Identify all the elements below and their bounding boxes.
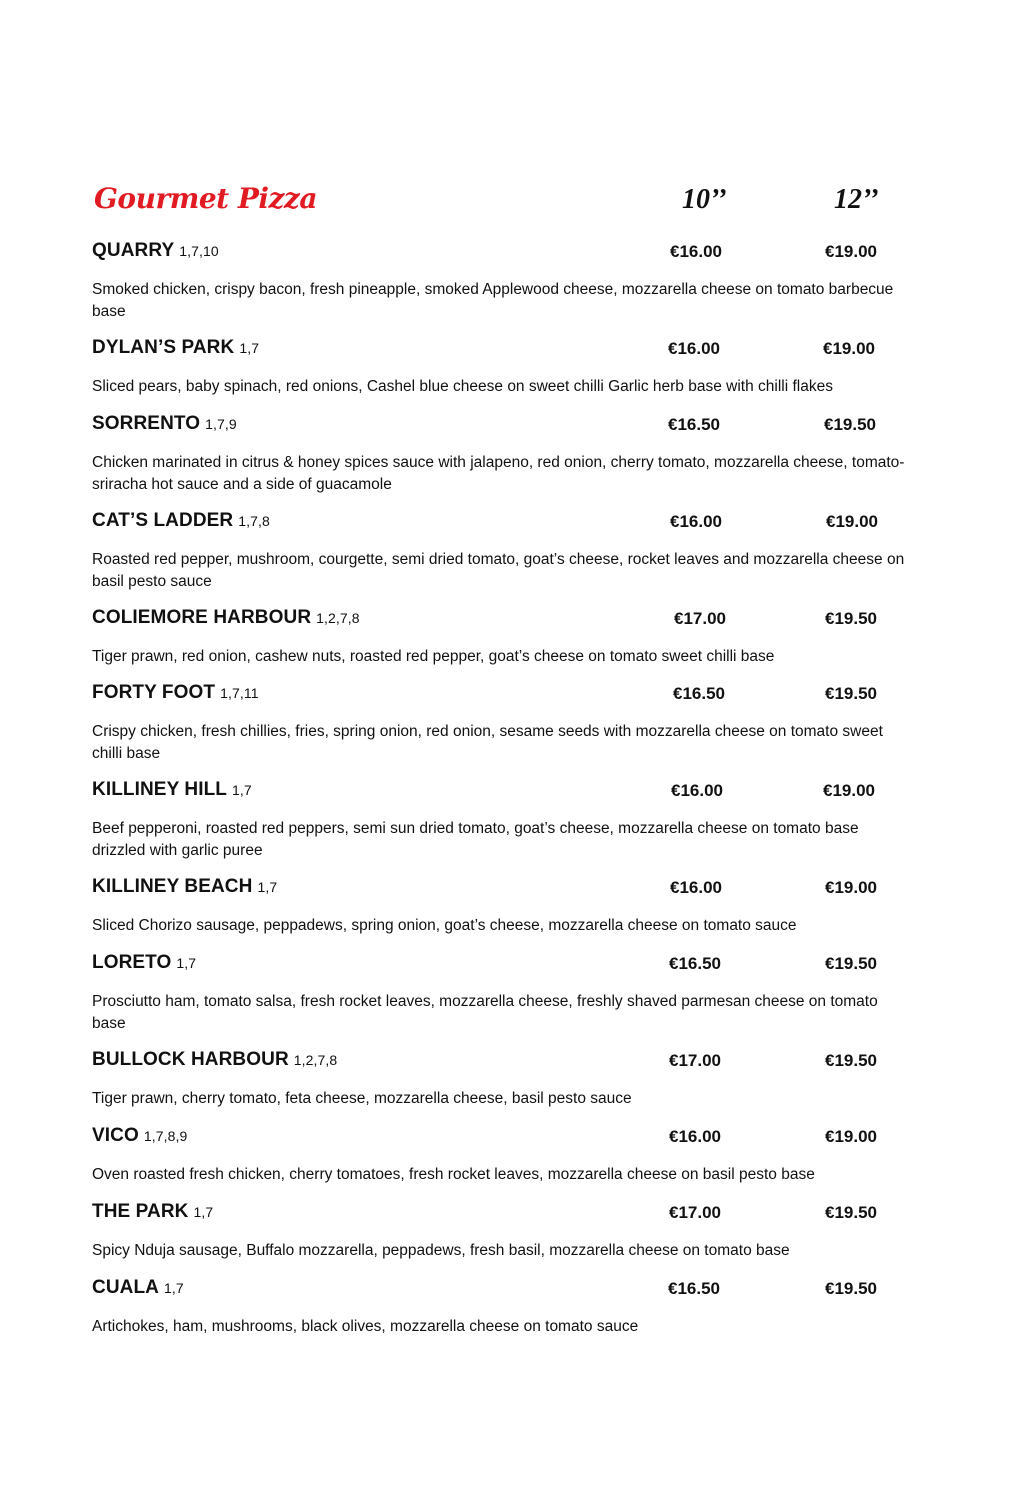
item-allergens: 1,7,8,9 xyxy=(143,1128,188,1144)
menu-title: Gourmet Pizza xyxy=(94,182,317,215)
price-12-inch: €19.00 xyxy=(825,1127,877,1146)
size-10-inch-heading: 10’’ xyxy=(682,184,727,215)
item-name: BULLOCK HARBOUR 1,2,7,8 xyxy=(92,1049,338,1070)
menu-item-row xyxy=(92,413,932,439)
item-description: Roasted red pepper, mushroom, courgette, semi dried tomato, goat’s cheese, rocket leaves and mozzarella cheese on basil pesto sauce xyxy=(92,551,905,590)
menu-item-row xyxy=(92,1049,932,1075)
menu-item-row xyxy=(92,1125,932,1151)
menu-item-row xyxy=(92,510,932,536)
price-10-inch: €16.50 xyxy=(668,415,720,434)
item-description: Chicken marinated in citrus & honey spices sauce with jalapeno, red onion, cherry tomato, mozzarella cheese, tomato-sriracha hot sauce and a side of guacamole xyxy=(92,454,905,493)
menu-item-row xyxy=(92,1277,932,1303)
price-10-inch: €16.50 xyxy=(673,684,725,703)
item-description: Tiger prawn, cherry tomato, feta cheese, mozzarella cheese, basil pesto sauce xyxy=(92,1090,632,1107)
item-allergens: 1,7,8 xyxy=(238,513,270,529)
item-description: Sliced pears, baby spinach, red onions, Cashel blue cheese on sweet chilli Garlic herb base with chilli flakes xyxy=(92,378,833,395)
price-12-inch: €19.50 xyxy=(824,415,876,434)
item-allergens: 1,7,9 xyxy=(205,416,237,432)
item-description: Tiger prawn, red onion, cashew nuts, roasted red pepper, goat’s cheese on tomato sweet chilli base xyxy=(92,648,775,665)
price-10-inch: €17.00 xyxy=(669,1203,721,1222)
price-10-inch: €16.00 xyxy=(670,242,722,261)
price-10-inch: €16.00 xyxy=(670,512,722,531)
item-allergens: 1,7 xyxy=(239,340,260,356)
price-10-inch: €16.00 xyxy=(669,1127,721,1146)
price-12-inch: €19.50 xyxy=(825,1203,877,1222)
menu-item-row xyxy=(92,607,932,633)
item-name: FORTY FOOT 1,7,11 xyxy=(92,682,259,703)
item-name: THE PARK 1,7 xyxy=(92,1201,214,1222)
price-12-inch: €19.50 xyxy=(825,1279,877,1298)
price-12-inch: €19.00 xyxy=(825,242,877,261)
menu-item-row xyxy=(92,779,932,805)
item-allergens: 1,7,11 xyxy=(220,685,259,701)
item-description: Sliced Chorizo sausage, peppadews, spring onion, goat’s cheese, mozzarella cheese on tomato sauce xyxy=(92,917,797,934)
item-name: QUARRY 1,7,10 xyxy=(92,240,219,261)
menu-item-row xyxy=(92,337,932,363)
item-allergens: 1,7 xyxy=(257,879,278,895)
item-name: SORRENTO 1,7,9 xyxy=(92,413,237,434)
item-allergens: 1,2,7,8 xyxy=(316,610,360,626)
menu-item-row xyxy=(92,952,932,978)
price-12-inch: €19.00 xyxy=(825,878,877,897)
price-12-inch: €19.00 xyxy=(823,781,875,800)
menu-item-row xyxy=(92,1201,932,1227)
item-allergens: 1,7 xyxy=(176,955,197,971)
price-12-inch: €19.50 xyxy=(825,1051,877,1070)
size-12-inch-heading: 12’’ xyxy=(834,184,879,215)
price-10-inch: €17.00 xyxy=(674,609,726,628)
menu-header xyxy=(92,182,932,226)
price-10-inch: €16.00 xyxy=(670,878,722,897)
item-name: KILLINEY BEACH 1,7 xyxy=(92,876,278,897)
item-allergens: 1,7 xyxy=(232,782,252,798)
item-description: Smoked chicken, crispy bacon, fresh pineapple, smoked Applewood cheese, mozzarella cheese on tomato barbecue base xyxy=(92,281,894,320)
item-description: Artichokes, ham, mushrooms, black olives, mozzarella cheese on tomato sauce xyxy=(92,1318,639,1335)
item-name: CAT’S LADDER 1,7,8 xyxy=(92,510,270,531)
item-name: CUALA 1,7 xyxy=(92,1277,184,1298)
item-allergens: 1,7 xyxy=(193,1204,214,1220)
menu-item-row xyxy=(92,240,932,266)
price-10-inch: €16.50 xyxy=(668,1279,720,1298)
price-12-inch: €19.00 xyxy=(823,339,875,358)
item-name: LORETO 1,7 xyxy=(92,952,197,973)
price-12-inch: €19.50 xyxy=(825,609,877,628)
menu-item-row xyxy=(92,876,932,902)
price-10-inch: €17.00 xyxy=(669,1051,721,1070)
item-description: Oven roasted fresh chicken, cherry tomatoes, fresh rocket leaves, mozzarella cheese on basil pesto base xyxy=(92,1166,815,1183)
price-12-inch: €19.00 xyxy=(826,512,878,531)
item-description: Beef pepperoni, roasted red peppers, semi sun dried tomato, goat’s cheese, mozzarella cheese on tomato base drizzled with garlic puree xyxy=(92,820,859,859)
price-10-inch: €16.50 xyxy=(669,954,721,973)
item-allergens: 1,2,7,8 xyxy=(293,1052,338,1068)
item-name: VICO 1,7,8,9 xyxy=(92,1125,188,1146)
item-name: KILLINEY HILL 1,7 xyxy=(92,779,252,800)
item-allergens: 1,7 xyxy=(164,1280,184,1296)
price-12-inch: €19.50 xyxy=(825,684,877,703)
item-name: DYLAN’S PARK 1,7 xyxy=(92,337,260,358)
price-12-inch: €19.50 xyxy=(825,954,877,973)
price-10-inch: €16.00 xyxy=(668,339,720,358)
item-description: Prosciutto ham, tomato salsa, fresh rocket leaves, mozzarella cheese, freshly shaved parmesan cheese on tomato base xyxy=(92,993,878,1032)
item-allergens: 1,7,10 xyxy=(179,243,219,259)
price-10-inch: €16.00 xyxy=(671,781,723,800)
menu-item-row xyxy=(92,682,932,708)
item-description: Spicy Nduja sausage, Buffalo mozzarella, peppadews, fresh basil, mozzarella cheese on tomato base xyxy=(92,1242,790,1259)
item-name: COLIEMORE HARBOUR 1,2,7,8 xyxy=(92,607,360,628)
item-description: Crispy chicken, fresh chillies, fries, spring onion, red onion, sesame seeds with mozzarella cheese on tomato sweet chilli base xyxy=(92,723,883,762)
